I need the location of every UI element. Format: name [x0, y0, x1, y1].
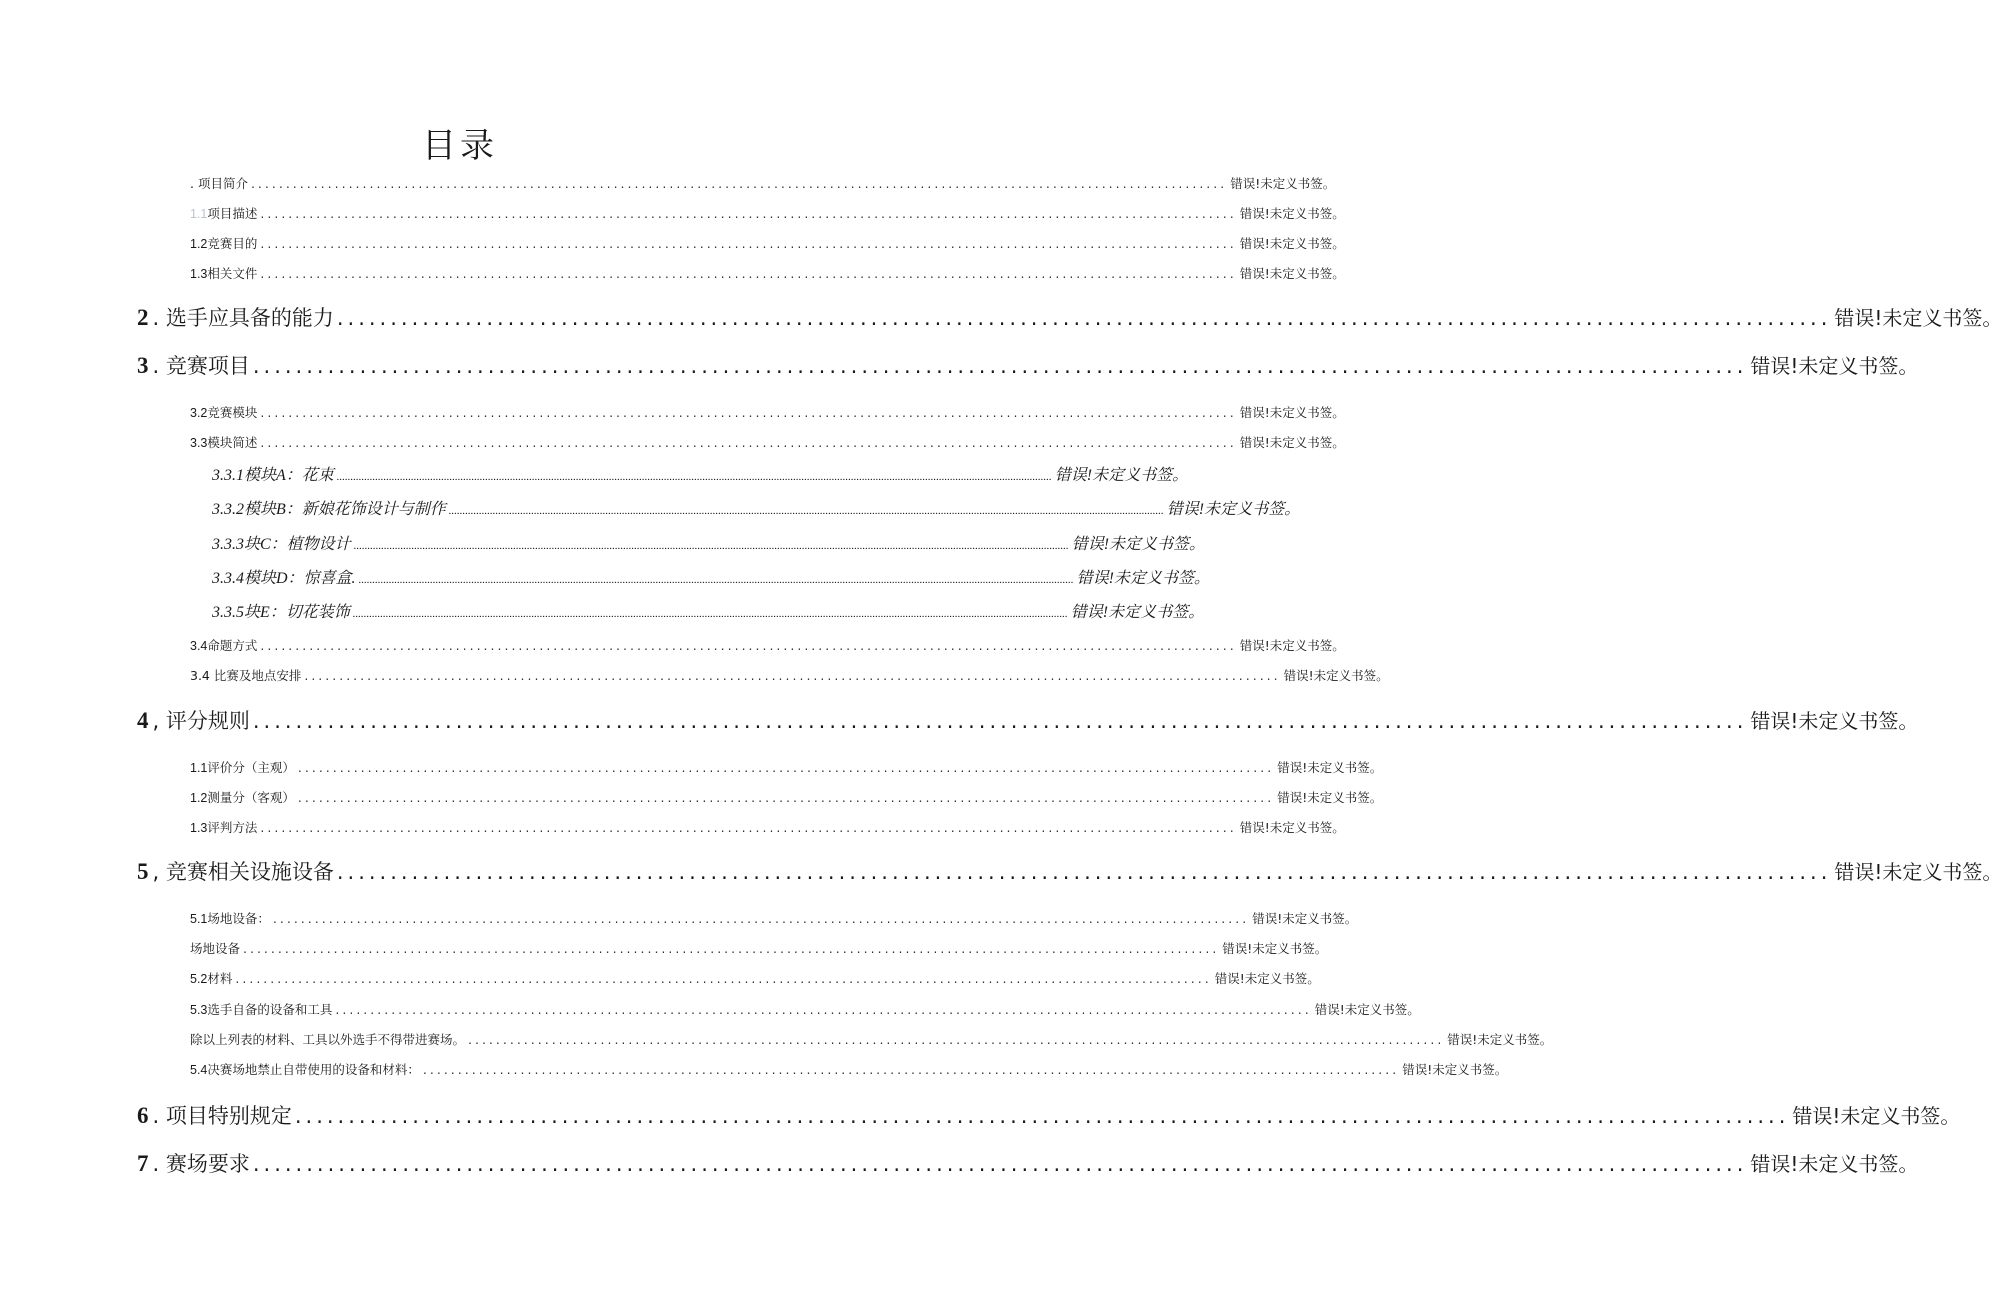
- dot-leader: ....................................................................................................................................................................................................................................................................: [358, 574, 1074, 586]
- toc-entry-page-ref: 错误!未定义书签。: [1277, 760, 1383, 775]
- toc-entry-page-ref: 错误!未定义书签。: [1166, 501, 1301, 518]
- toc-entry[interactable]: [190, 174, 1336, 194]
- toc-entry[interactable]: [190, 818, 1345, 838]
- toc-entry-number: 5: [137, 859, 149, 884]
- dot-leader: ............................................................................................................................................: [260, 236, 1237, 251]
- toc-entry-label: 模块A：花束: [244, 467, 334, 484]
- toc-entry-label: 场地设备: [190, 941, 241, 956]
- toc-entry[interactable]: [190, 1060, 1508, 1080]
- toc-entry-page-ref: 错误!未定义书签。: [1239, 435, 1345, 450]
- toc-entry[interactable]: [137, 706, 1919, 736]
- toc-entry-label: 竞赛目的: [207, 236, 258, 251]
- toc-entry-label: . 项目简介: [190, 176, 248, 191]
- toc-entry-page-ref: 错误!未定义书签。: [1402, 1062, 1508, 1077]
- toc-entry[interactable]: [190, 204, 1345, 224]
- toc-entry-page-ref: 错误!未定义书签。: [1834, 306, 2002, 330]
- dot-leader: ............................................................................................................................................: [294, 1104, 1790, 1128]
- toc-entry-page-ref: 错误!未定义书签。: [1750, 709, 1919, 733]
- toc-entry-page-ref: 错误!未定义书签。: [1239, 236, 1345, 251]
- toc-entry-number: 1.3: [190, 821, 208, 835]
- toc-entry-label: 模块B：新娘花饰设计与制作: [244, 501, 446, 518]
- dot-leader: ....................................................................................................................................................................................................................................................................: [336, 471, 1052, 483]
- toc-entry-page-ref: 错误!未定义书签。: [1252, 911, 1358, 926]
- toc-entry[interactable]: [190, 433, 1345, 453]
- toc-entry[interactable]: [212, 533, 1206, 557]
- toc-entry-page-ref: 错误!未定义书签。: [1230, 176, 1336, 191]
- toc-entry[interactable]: [190, 939, 1328, 959]
- toc-entry-number: 4: [137, 708, 149, 733]
- dot-leader: ............................................................................................................................................: [260, 820, 1237, 835]
- toc-entry-label: 评判方法: [207, 820, 258, 835]
- dot-leader: ............................................................................................................................................: [252, 1152, 1748, 1176]
- toc-entry-label: . 选手应具备的能力: [152, 306, 334, 330]
- toc-entry-page-ref: 错误!未定义书签。: [1070, 604, 1205, 621]
- toc-entry-number: 3.2: [190, 406, 208, 420]
- toc-entry[interactable]: [212, 601, 1205, 625]
- toc-entry-number: 5.3: [190, 1003, 208, 1017]
- toc-entry-label: 选手自备的设备和工具: [207, 1002, 333, 1017]
- toc-entry-page-ref: 错误!未定义书签。: [1239, 206, 1345, 221]
- dot-leader: ............................................................................................................................................: [260, 266, 1237, 281]
- toc-entry[interactable]: [137, 1101, 1961, 1131]
- toc-entry[interactable]: [190, 758, 1383, 778]
- toc-entry-page-ref: 错误!未定义书签。: [1239, 820, 1345, 835]
- toc-entry-number: 6: [137, 1103, 149, 1128]
- toc-entry[interactable]: [190, 969, 1320, 989]
- toc-entry-number: 3.3.3: [212, 536, 244, 553]
- toc-entry-page-ref: 错误!未定义书签。: [1447, 1032, 1553, 1047]
- toc-entry-label: , 竞赛相关设施设备: [152, 860, 334, 884]
- toc-entry[interactable]: [137, 1149, 1919, 1179]
- toc-entry[interactable]: [212, 464, 1189, 488]
- toc-entry-page-ref: 错误!未定义书签。: [1054, 467, 1189, 484]
- dot-leader: ............................................................................................................................................: [260, 638, 1237, 653]
- toc-entry-page-ref: 错误!未定义书签。: [1239, 266, 1345, 281]
- toc-entry-page-ref: 错误!未定义书签。: [1283, 668, 1389, 683]
- toc-entry-label: . 竞赛项目: [152, 354, 250, 378]
- toc-entry[interactable]: [137, 303, 2002, 333]
- toc-entry[interactable]: [190, 636, 1345, 656]
- toc-entry-number: 1.1: [190, 207, 208, 221]
- toc-entry-number: 3.3.2: [212, 501, 244, 518]
- toc-entry-number: 2: [137, 305, 149, 330]
- toc-entry-page-ref: 错误!未定义书签。: [1214, 971, 1320, 986]
- toc-entry-page-ref: 错误!未定义书签。: [1834, 860, 2002, 884]
- toc-entry-label: 材料: [207, 971, 233, 986]
- toc-entry[interactable]: [190, 788, 1383, 808]
- toc-entry-number: 3.3.1: [212, 467, 244, 484]
- toc-entry-number: 3.3: [190, 436, 208, 450]
- toc-entry-label: . 项目特别规定: [152, 1104, 292, 1128]
- dot-leader: ............................................................................................................................................: [297, 790, 1275, 805]
- dot-leader: ............................................................................................................................................: [297, 760, 1275, 775]
- toc-entry-number: 3.3.4: [212, 570, 244, 587]
- dot-leader: ............................................................................................................................................: [235, 971, 1212, 986]
- dot-leader: ....................................................................................................................................................................................................................................................................: [353, 540, 1069, 552]
- toc-entry-number: 5.2: [190, 972, 208, 986]
- toc-entry[interactable]: [190, 234, 1345, 254]
- dot-leader: ............................................................................................................................................: [335, 1002, 1312, 1017]
- dot-leader: ............................................................................................................................................: [243, 941, 1220, 956]
- toc-entry[interactable]: [137, 351, 1919, 381]
- toc-entry-page-ref: 错误!未定义书签。: [1239, 638, 1345, 653]
- dot-leader: ............................................................................................................................................: [336, 306, 1832, 330]
- toc-entry-label: 3.4 比赛及地点安排: [190, 668, 302, 683]
- toc-entry-label: . 赛场要求: [152, 1152, 250, 1176]
- toc-entry-page-ref: 错误!未定义书签。: [1750, 354, 1919, 378]
- dot-leader: ............................................................................................................................................: [252, 709, 1748, 733]
- toc-entry-label: 项目描述: [207, 206, 258, 221]
- toc-entry-number: 5.4: [190, 1063, 208, 1077]
- dot-leader: ............................................................................................................................................: [260, 405, 1237, 420]
- dot-leader: ............................................................................................................................................: [468, 1032, 1445, 1047]
- toc-title: 目录: [422, 126, 498, 166]
- dot-leader: ............................................................................................................................................: [304, 668, 1281, 683]
- toc-entry-label: 评价分（主观）: [207, 760, 295, 775]
- toc-entry-page-ref: 错误!未定义书签。: [1239, 405, 1345, 420]
- dot-leader: ............................................................................................................................................: [422, 1062, 1400, 1077]
- toc-entry-page-ref: 错误!未定义书签。: [1277, 790, 1383, 805]
- toc-entry-number: 3.4: [190, 639, 208, 653]
- toc-entry-label: 除以上列表的材料、工具以外选手不得带进赛场。: [190, 1032, 466, 1047]
- dot-leader: ............................................................................................................................................: [272, 911, 1250, 926]
- toc-entry-label: , 评分规则: [152, 709, 250, 733]
- toc-entry[interactable]: [190, 1030, 1553, 1050]
- toc-entry-page-ref: 错误!未定义书签。: [1222, 941, 1328, 956]
- toc-entry[interactable]: [190, 264, 1345, 284]
- dot-leader: ............................................................................................................................................: [260, 435, 1237, 450]
- toc-entry[interactable]: [190, 1000, 1420, 1020]
- toc-entry-page-ref: 错误!未定义书签。: [1750, 1152, 1919, 1176]
- toc-entry-label: 块C：植物设计: [244, 536, 351, 553]
- toc-entry-number: 1.1: [190, 761, 208, 775]
- toc-entry-label: 相关文件: [207, 266, 258, 281]
- dot-leader: ............................................................................................................................................: [252, 354, 1748, 378]
- dot-leader: ............................................................................................................................................: [260, 206, 1237, 221]
- toc-entry-page-ref: 错误!未定义书签。: [1076, 570, 1210, 587]
- toc-entry-label: 测量分（客观）: [207, 790, 295, 805]
- toc-entry[interactable]: [212, 498, 1301, 522]
- toc-entry-label: 模块D：惊喜盒.: [244, 570, 356, 587]
- toc-entry-number: 1.2: [190, 237, 208, 251]
- toc-entry-page-ref: 错误!未定义书签。: [1792, 1104, 1961, 1128]
- toc-entry-number: 3.3.5: [212, 604, 244, 621]
- dot-leader: ............................................................................................................................................: [250, 176, 1228, 191]
- toc-entry[interactable]: [212, 567, 1210, 591]
- toc-entry-label: 决赛场地禁止自带使用的设备和材料：: [207, 1062, 420, 1077]
- toc-entry[interactable]: [137, 857, 2002, 887]
- toc-entry-number: 1.2: [190, 791, 208, 805]
- dot-leader: ....................................................................................................................................................................................................................................................................: [352, 608, 1068, 620]
- toc-entry[interactable]: [190, 666, 1389, 686]
- toc-entry[interactable]: [190, 909, 1358, 929]
- toc-entry-label: 竞赛模块: [207, 405, 258, 420]
- toc-entry-label: 场地设备：: [207, 911, 270, 926]
- toc-entry-number: 5.1: [190, 912, 208, 926]
- toc-entry-label: 模块简述: [207, 435, 258, 450]
- toc-entry-number: 7: [137, 1151, 149, 1176]
- toc-entry-label: 块E：切花装饰: [244, 604, 350, 621]
- toc-entry-page-ref: 错误!未定义书签。: [1314, 1002, 1420, 1017]
- dot-leader: ............................................................................................................................................: [336, 860, 1832, 884]
- toc-entry-number: 3: [137, 353, 149, 378]
- toc-entry-number: 1.3: [190, 267, 208, 281]
- dot-leader: ....................................................................................................................................................................................................................................................................: [448, 505, 1164, 517]
- toc-entry[interactable]: [190, 403, 1345, 423]
- toc-entry-page-ref: 错误!未定义书签。: [1071, 536, 1206, 553]
- toc-entry-label: 命题方式: [207, 638, 258, 653]
